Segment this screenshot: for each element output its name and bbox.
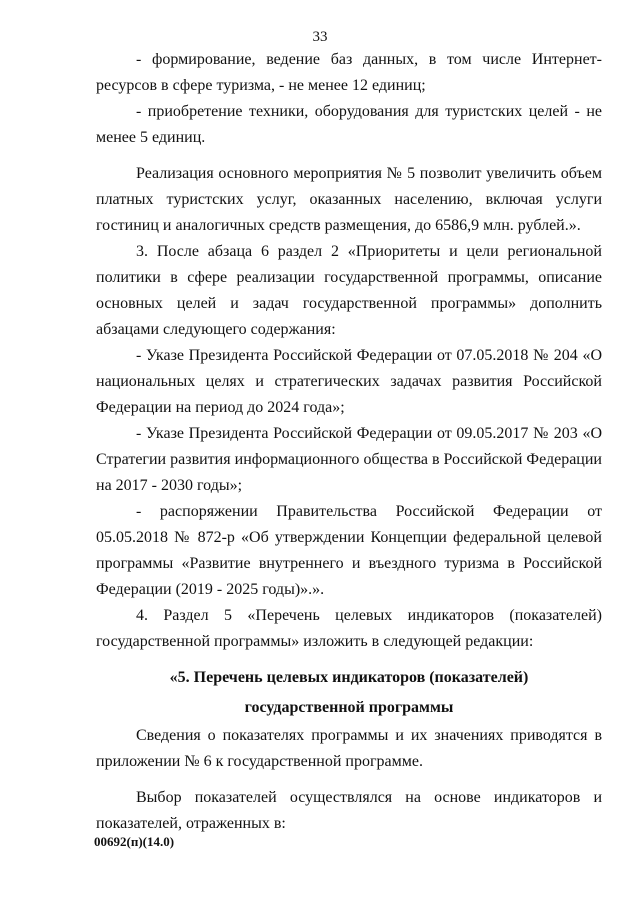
section-heading <box>96 663 602 723</box>
paragraph: - формирование, ведение баз данных, в том числе Интернет-ресурсов в сфере туризма, - не менее 12 единиц; <box>96 51 602 94</box>
paragraph: 4. Раздел 5 «Перечень целевых индикаторов (показателей) государственной программы» изложить в следующей редакции: <box>96 607 602 650</box>
paragraph: - Указе Президента Российской Федерации от 07.05.2018 № 204 «О национальных целях и стратегических задачах развития Российской Федерации на период до 2024 года»; <box>96 347 602 416</box>
paragraph: 3. После абзаца 6 раздел 2 «Приоритеты и цели региональной политики в сфере реализации государственной программы, описание основных целей и задач государственной программы» дополнить абзацами следующего содержания: <box>96 243 602 338</box>
paragraph: Выбор показателей осуществлялся на основе индикаторов и показателей, отраженных в: <box>96 789 602 832</box>
paragraph: - приобретение техники, оборудования для туристских целей - не менее 5 единиц. <box>96 103 602 146</box>
paragraph: Реализация основного мероприятия № 5 позволит увеличить объем платных туристских услуг, оказанных населению, включая услуги гостиниц и аналогичных средств размещения, до 6586,9 млн. рублей.». <box>96 165 602 234</box>
document-code: 00692(п)(14.0) <box>94 834 175 849</box>
paragraph: Сведения о показателях программы и их значениях приводятся в приложении № 6 к государственной программе. <box>96 727 602 770</box>
section-heading-line: «5. Перечень целевых индикаторов (показателей) <box>169 669 529 686</box>
document-body <box>96 47 602 837</box>
paragraph: - распоряжении Правительства Российской Федерации от 05.05.2018 № 872-р «Об утверждении Концепции федеральной целевой программы «Развитие внутреннего и въездного туризма в Российской Федерации (2019 - 2025 годы)».». <box>96 503 602 598</box>
page-number: 33 <box>312 29 328 45</box>
section-heading-line: государственной программы <box>244 699 454 716</box>
paragraph: - Указе Президента Российской Федерации от 09.05.2017 № 203 «О Стратегии развития информационного общества в Российской Федерации на 2017 - 2030 годы»; <box>96 425 602 494</box>
